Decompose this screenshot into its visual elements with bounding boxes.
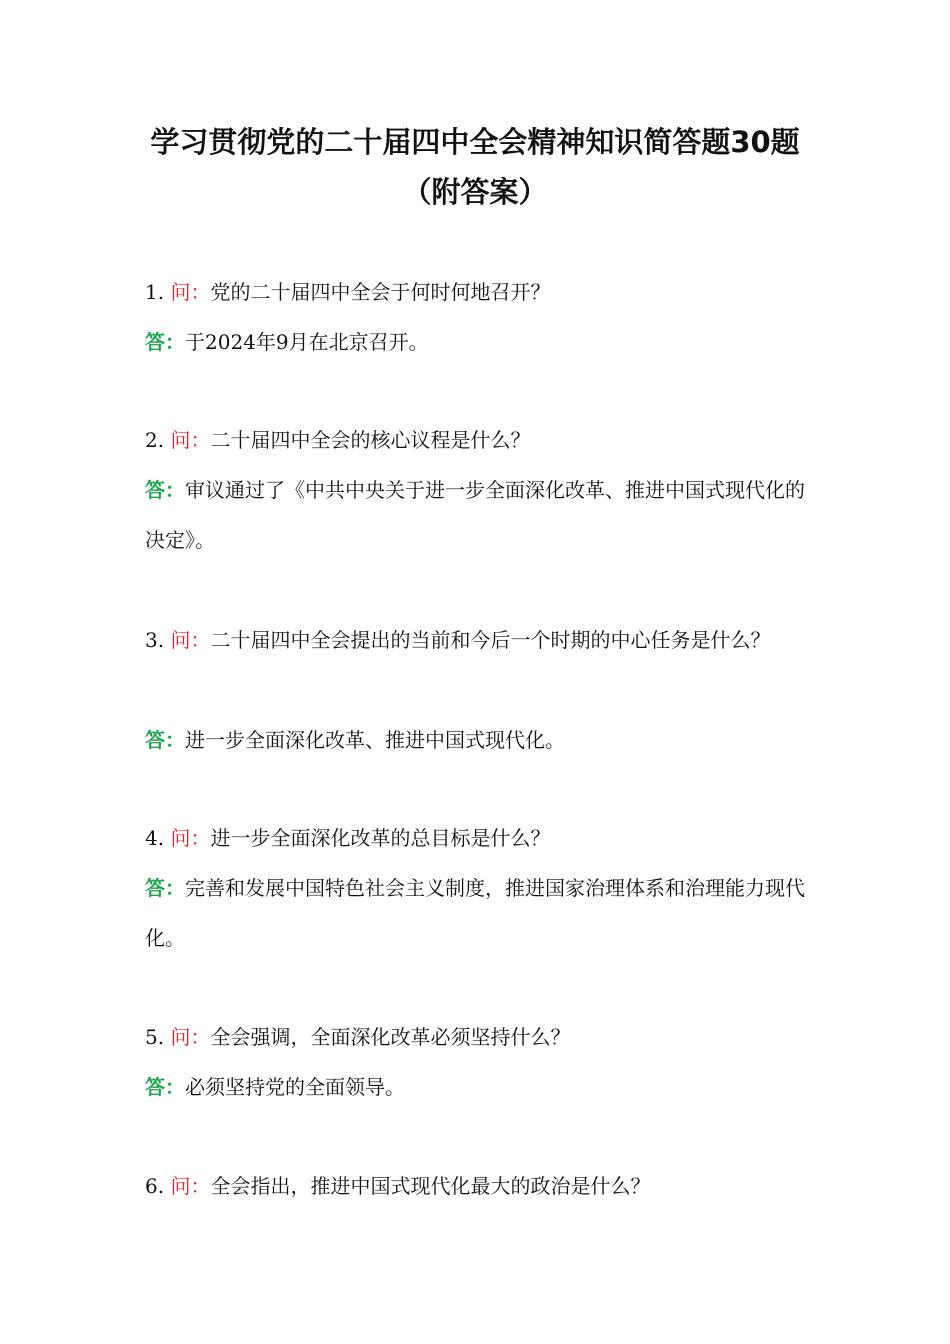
question-5 [145, 1012, 815, 1062]
document-subtitle: （附答案） [402, 175, 548, 209]
question-6 [145, 1161, 815, 1211]
answer-text: 于2024年9月在北京召开。 [185, 330, 429, 354]
answer-text: 必须坚持党的全面领导。 [185, 1075, 405, 1099]
answer-text: 进一步全面深化改革、推进中国式现代化。 [185, 728, 565, 752]
answer-3 [145, 715, 815, 765]
question-number: 4. [145, 826, 171, 850]
answer-5 [145, 1062, 815, 1112]
answer-1 [145, 317, 815, 367]
question-text: 党的二十届四中全会于何时何地召开？ [210, 280, 551, 304]
answer-label: 答： [145, 1075, 185, 1099]
answer-2 [145, 465, 815, 565]
question-text: 二十届四中全会提出的当前和今后一个时期的中心任务是什么？ [210, 628, 771, 652]
question-text: 二十届四中全会的核心议程是什么？ [210, 428, 531, 452]
answer-text: 完善和发展中国特色社会主义制度，推进国家治理体系和治理能力现代化。 [145, 876, 805, 950]
question-number: 1. [145, 280, 171, 304]
question-text: 全会强调，全面深化改革必须坚持什么？ [210, 1025, 571, 1049]
answer-label: 答： [145, 330, 185, 354]
answer-text: 审议通过了《中共中央关于进一步全面深化改革、推进中国式现代化的决定》。 [145, 478, 805, 552]
answer-label: 答： [145, 728, 185, 752]
question-label: 问： [170, 1174, 211, 1198]
question-text: 进一步全面深化改革的总目标是什么？ [210, 826, 551, 850]
question-3 [145, 615, 815, 665]
question-label: 问： [170, 280, 211, 304]
question-1 [145, 267, 815, 317]
question-number: 6. [145, 1174, 171, 1198]
answer-label: 答： [145, 876, 185, 900]
question-number: 2. [145, 428, 171, 452]
question-label: 问： [170, 428, 211, 452]
document-title: 学习贯彻党的二十届四中全会精神知识简答题30题 [150, 125, 800, 159]
answer-4 [145, 863, 815, 963]
answer-label: 答： [145, 478, 185, 502]
question-number: 5. [145, 1025, 171, 1049]
question-text: 全会指出，推进中国式现代化最大的政治是什么？ [210, 1174, 651, 1198]
question-label: 问： [170, 1025, 211, 1049]
question-number: 3. [145, 628, 171, 652]
question-2 [145, 415, 815, 465]
question-label: 问： [170, 628, 211, 652]
question-4 [145, 813, 815, 863]
question-label: 问： [170, 826, 211, 850]
